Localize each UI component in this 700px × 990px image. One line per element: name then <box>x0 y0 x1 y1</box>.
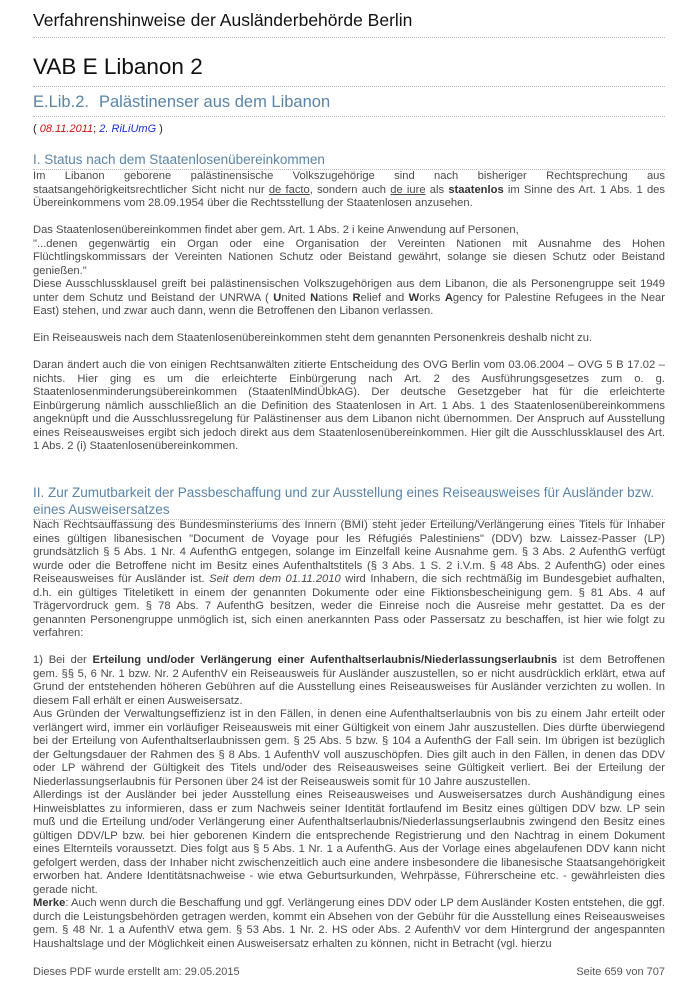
meta-close: ) <box>156 123 163 135</box>
s2-p1-text: Nach Rechtsauffassung des Bundesminsteriums des Innern (BMI) steht jeder Erteilung/Verlängerung eines Titels für Inhaber eines gültigen libanesischen "Document de Voyage pour les Réfugiés Palestiniens" (DDV) bzw. Laissez-Passer (LP) grundsätzlich § 5 Abs. 1 Nr. 4 AufenthG entgegen, solange im Einzelfall keine Ausnahme gem. § 3 Abs. 2 AufenthG verfügt wurde oder die Betroffene nicht im Besitz eines Aufenthaltstitels (§ 3 Abs. 1 S. 2 i.V.m. § 48 Abs. 2 AufenthG) oder eines Reiseausweises für Ausländer ist. <box>33 519 665 585</box>
unrwa-letter-n: N <box>310 291 319 304</box>
revision-date: 08.11.2011 <box>39 123 94 135</box>
section-2-body <box>33 519 665 951</box>
s1-p1-de-facto: de facto <box>268 183 310 196</box>
s1-paragraph-2: Das Staatenlosenübereinkommen findet aber gem. Art. 1 Abs. 2 i keine Anwendung auf Personen, <box>33 224 519 236</box>
page-footer <box>33 966 665 978</box>
s1-p1-text: Im Libanon geborene palästinensische Volkszugehörige sind nach bisheriger Rechtsprechung aus staatsangehörigkeitsrechtlicher Sicht nicht nur <box>33 170 665 196</box>
s2-paragraph-5 <box>33 897 665 951</box>
unrwa-word-4: orks <box>419 291 445 304</box>
s1-paragraph-6: Daran ändert auch die von einigen Rechtsanwälten zitierte Entscheidung des OVG Berlin vom 03.06.2004 – OVG 5 B 17.02 – nichts. Hier ging es um die erleichterte Einbürgerung nach Art. 2 des Ausführungsgesetzes zum o. g. Staatenlosenminderungsübereinkommen (StaatenlMindÜbkAG). Der deutsche Gesetzgeber hat für die erleichterte Einbürgerung nämlich ausschließlich an die Definition des Staatenlosen in Art. 1 Abs. 1 des Staatenlosenübereinkommens angeknüpft und die Ausschlussregelung für Palästinenser aus dem Libanon nicht übernommen. Der Anspruch auf Ausstellung eines Reiseausweises ergibt sich jedoch direkt aus dem Staatenlosenübereinkommen. Hier gilt die Ausschlussklausel des Art. 1 Abs. 2 (i) Staatenlosenübereinkommen. <box>33 359 665 452</box>
section-number: E.Lib.2. <box>33 93 89 111</box>
revision-meta <box>33 123 163 135</box>
s2-p2-bold: Erteilung und/oder Verlängerung einer Aufenthaltserlaubnis/Niederlassungserlaubnis <box>92 654 558 666</box>
document-header: Verfahrenshinweise der Ausländerbehörde Berlin <box>33 10 665 38</box>
unrwa-word-2: ations <box>318 291 353 304</box>
unrwa-letter-u: U <box>273 291 282 304</box>
s1-p1-staatenlos: staatenlos <box>448 183 504 196</box>
s1-p4-text: Diese Ausschlussklausel greift bei palästinensischen Volkszugehörigen aus dem Libanon, die als Personengruppe seit 1949 unter dem Schutz und Beistand der UNRWA ( <box>33 278 665 304</box>
s1-paragraph-4 <box>33 278 665 319</box>
revision-reference: 2. RiLiUmG <box>99 123 157 135</box>
unrwa-letter-r: R <box>352 291 361 304</box>
s2-p1-date-note: Seit dem dem 01.11.2010 <box>209 573 341 585</box>
document-title: VAB E Libanon 2 <box>33 54 665 87</box>
meta-open: ( <box>33 123 40 135</box>
s1-p1-text-3: als <box>425 183 449 196</box>
s1-paragraph-5: Ein Reiseausweis nach dem Staatenlosenübereinkommen steht dem genannten Personenkreis deshalb nicht zu. <box>33 332 593 344</box>
s2-p1-text-2: wird Inhabern, die sich rechtmäßig im Bundesgebiet aufhalten, d.h. ein gültiges Titeletikett in einem der genannten Dokumente oder eine Fiktionsbescheinigung gem. § 81 Abs. 4 auf Trägervordruck gem. § 78 Abs. 7 AufenthG besitzen, weder die Einreise noch die Ausreise mehr gestattet. Da es der genannten Personengruppe unmöglich ist, sich einen anerkannten Pass oder Passersatz zu beschaffen, ist hier wie folgt zu verfahren: <box>33 573 665 639</box>
s2-p5-text: : Auch wenn durch die Beschaffung und ggf. Verlängerung eines DDV oder LP dem Ausländer Kosten entstehen, die ggf. durch die Leistungsbehörden getragen werden, kommt ein Absehen von der Gebühr für die Ausstellung eines Reiseausweises gem. § 48 Nr. 1 a AufenthV etwa gem. § 53 Abs. 1 Nr. 2. HS oder Abs. 2 AufenthV vor dem Hintergrund der angespannten Haushaltslage und der Möglichkeit einen Ausweisersatz erhalten zu können, nicht in Betracht (vgl. hierzu <box>33 897 665 950</box>
s1-p4-text-2: gency for Palestine Refugees in the Near East) stehen, und zwar auch dann, wenn die Betroffenen den Libanon verlassen. <box>33 291 665 317</box>
s2-paragraph-2 <box>33 654 665 708</box>
s1-p1-text-4: im Sinne des Art. 1 Abs. 1 des Übereinkommens vom 28.09.1954 über die Rechtsstellung der Staatenlosen anzusehen. <box>33 183 665 209</box>
section-1-body <box>33 170 665 454</box>
footer-page-number: Seite 659 von 707 <box>576 966 665 978</box>
unrwa-letter-w: W <box>408 291 420 304</box>
s2-p2-text-2: ist dem Betroffenen gem. §§ 5, 6 Nr. 1 bzw. Nr. 2 AufenthV ein Reiseausweis für Ausländer auszustellen, so er nicht ausdrücklich erklärt, etwa auf Grund der entstehenden höheren Gebühren auf die Ausstellung eines Reiseausweises für Ausländer verzichten zu wollen. In diesem Fall erhält er einen Ausweisersatz. <box>33 654 665 707</box>
unrwa-word-1: nited <box>281 291 311 304</box>
s2-paragraph-1 <box>33 519 665 641</box>
s2-p2-text: 1) Bei der <box>33 654 93 666</box>
section-2-heading: II. Zur Zumutbarkeit der Passbeschaffung und zur Ausstellung eines Reiseausweises für Ausländer bzw. eines Ausweisersatzes <box>33 484 665 520</box>
s1-quote: "...denen gegenwärtig ein Organ oder eine Organisation der Vereinten Nationen mit Ausnahme des Hohen Flüchtlingskommissars der Vereinten Nationen Schutz oder Beistand gewährt, solange sie diesen Schutz oder Beistand genießen." <box>33 237 665 277</box>
section-title <box>33 93 665 117</box>
unrwa-word-3: elief and <box>360 291 409 304</box>
merke-label: Merke <box>33 897 66 909</box>
s2-paragraph-4: Allerdings ist der Ausländer bei jeder Ausstellung eines Reiseausweises und Ausweisersatzes durch Aushändigung eines Hinweisblattes zu informieren, dass er zum Nachweis seiner Identität fortlaufend im Besitz eines gültigen DDV bzw. LP sein muß und die Erteilung und/oder Verlängerung einer Aufenthaltserlaubnis/Niederlassungserlaubnis zwingend den Besitz eines gültigen DDV/LP bzw. bei hier geborenen Kindern die entsprechende Registrierung und den Nachtrag in einem Dokument eines Elternteils voraussetzt. Dies folgt aus § 5 Abs. 1 Nr. 1 a AufenthG. Aus der Vorlage eines abgelaufenen DDV kann nicht gefolgert werden, dass der Inhaber nicht zwischenzeitlich auch eine andere insbesondere die libanesische Staatsangehörigkeit erworben hat. Andere Identitätsnachweise - wie etwa Geburtsurkunden, Wehrpässe, Führerscheine etc. - gewährleisten dies gerade nicht. <box>33 789 665 896</box>
meta-separator: ; <box>93 123 100 135</box>
footer-created: Dieses PDF wurde erstellt am: 29.05.2015 <box>33 966 240 978</box>
unrwa-letter-a: A <box>444 291 453 304</box>
section-1-heading: I. Status nach dem Staatenlosenübereinkommen <box>33 151 665 170</box>
s1-p1-de-iure: de iure <box>390 183 426 196</box>
s1-p1-text-2: , sondern auch <box>309 183 391 196</box>
section-title-text: Palästinenser aus dem Libanon <box>98 93 331 111</box>
s2-paragraph-3: Aus Gründen der Verwaltungseffizienz ist in den Fällen, in denen eine Aufenthaltserlaubnis von bis zu einem Jahr erteilt oder verlängert wird, immer ein vorläufiger Reiseausweis mit einer Gültigkeit von einem Jahr auszustellen. Dies dürfte überwiegend bei der Erteilung von Aufenthaltserlaubnissen gem. § 25 Abs. 5 bzw. § 104 a AufenthG der Fall sein. Im übrigen ist bezüglich der Geltungsdauer der Rahmen des § 8 Abs. 1 AufenthV voll auszuschöpfen. Dies gilt auch in den Fällen, in denen das DDV oder LP während der Gültigkeit des Titels und/oder des Reiseausweises seine Gültigkeit verliert. Bei der Erteilung der Niederlassungserlaubnis für Personen über 24 ist der Reiseausweis somit für 10 Jahre auszustellen. <box>33 708 665 788</box>
s1-paragraph-1 <box>33 170 665 211</box>
